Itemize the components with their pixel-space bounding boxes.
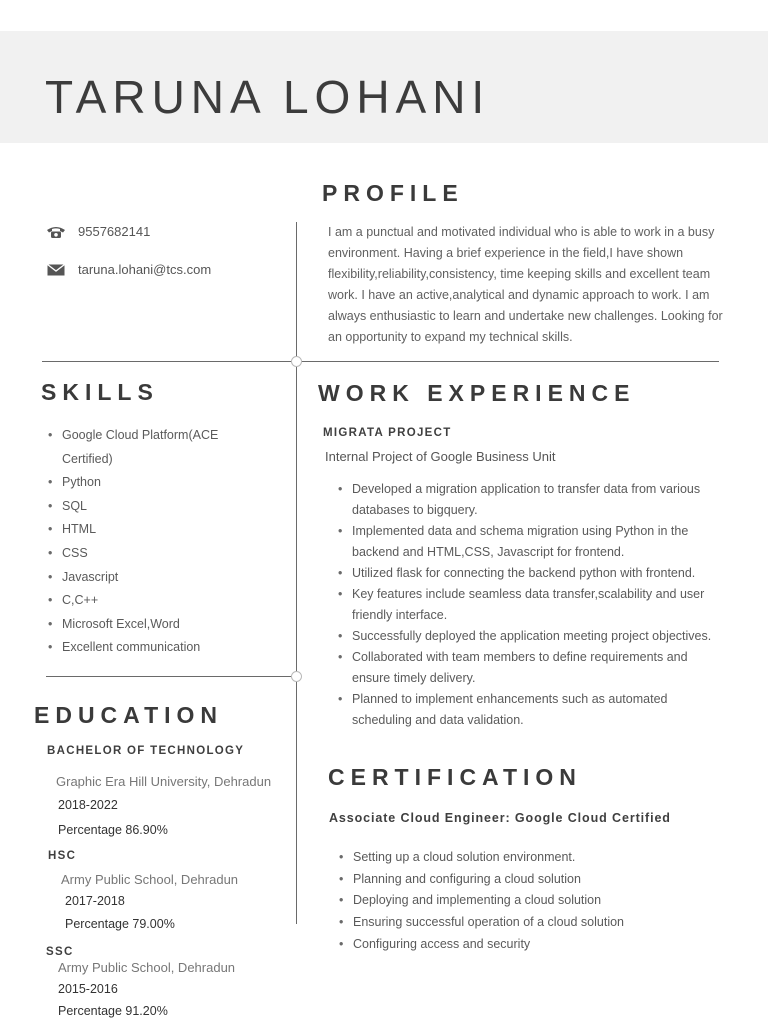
edu-years: 2018-2022 [58, 798, 118, 812]
work-bullet: • Developed a migration application to transfer data from various databases to bigquery. [336, 479, 721, 521]
phone-icon [46, 225, 66, 239]
edu-school: Army Public School, Dehradun [61, 872, 239, 887]
skill-item: • Microsoft Excel,Word [46, 613, 266, 637]
phone-number[interactable]: 9557682141 [78, 224, 151, 239]
edu-degree: HSC [48, 850, 77, 862]
divider-node [291, 356, 302, 367]
certification-bullets [337, 847, 722, 956]
mail-icon [46, 263, 66, 277]
certification-name: Associate Cloud Engineer: Google Cloud Certified [329, 811, 671, 825]
work-experience-title: WORK EXPERIENCE [318, 380, 636, 406]
column-divider [296, 222, 297, 924]
skill-item: • Excellent communication [46, 636, 266, 660]
skill-item: • C,C++ [46, 589, 266, 613]
edu-score: Percentage 91.20% [58, 1004, 168, 1018]
profile-text: I am a punctual and motivated individual who is able to work in a busy environment. Having a brief experience in the field,I have shown flexibility,reliability,consistency, time keeping skills and excellent team work. I have an active,analytical and dynamic approach to work. I am always enthusiastic to learn and undertake new challenges. Looking for an opportunity to expand my technical skills. [328, 225, 723, 344]
skill-item: • SQL [46, 495, 266, 519]
edu-school: Graphic Era Hill University, Dehradun [56, 774, 272, 789]
skill-item: • CSS [46, 542, 266, 566]
certification-bullet: • Configuring access and security [337, 934, 722, 956]
profile-divider [42, 361, 719, 362]
skill-item: • HTML [46, 518, 266, 542]
edu-years: 2017-2018 [65, 894, 125, 908]
edu-years: 2015-2016 [58, 982, 118, 996]
skill-item: • Python [46, 471, 266, 495]
candidate-name: TARUNA LOHANI [45, 71, 491, 123]
work-bullet: • Utilized flask for connecting the backend python with frontend. [336, 563, 721, 584]
work-bullet: • Key features include seamless data transfer,scalability and user friendly interface. [336, 584, 721, 626]
edu-score: Percentage 79.00% [65, 917, 175, 931]
edu-degree: SSC [46, 946, 74, 958]
contact-email [46, 262, 211, 277]
skills-list [46, 424, 266, 660]
edu-school: Army Public School, Dehradun [58, 960, 236, 975]
work-bullet: • Planned to implement enhancements such as automated scheduling and data validation. [336, 689, 721, 731]
job-title: MIGRATA PROJECT [323, 427, 452, 439]
work-bullet: • Collaborated with team members to define requirements and ensure timely delivery. [336, 647, 721, 689]
certification-bullet: • Planning and configuring a cloud solution [337, 869, 722, 891]
certification-bullet: • Deploying and implementing a cloud solution [337, 890, 722, 912]
job-subtitle: Internal Project of Google Business Unit [325, 449, 556, 464]
contact-phone [46, 224, 150, 239]
certification-bullet: • Ensuring successful operation of a cloud solution [337, 912, 722, 934]
certification-title: CERTIFICATION [328, 764, 582, 790]
edu-degree: BACHELOR OF TECHNOLOGY [47, 745, 245, 757]
skill-item: • Javascript [46, 566, 266, 590]
skills-divider [46, 676, 296, 677]
skill-item: • Google Cloud Platform(ACE Certified) [46, 424, 266, 471]
work-bullet: • Implemented data and schema migration using Python in the backend and HTML,CSS, Javascript for frontend. [336, 521, 721, 563]
skills-title: SKILLS [41, 379, 159, 405]
edu-score: Percentage 86.90% [58, 823, 168, 837]
certification-bullet: • Setting up a cloud solution environment. [337, 847, 722, 869]
email-address[interactable]: taruna.lohani@tcs.com [78, 262, 212, 277]
profile-title: PROFILE [322, 180, 464, 206]
divider-node [291, 671, 302, 682]
work-bullet: • Successfully deployed the application meeting project objectives. [336, 626, 721, 647]
education-title: EDUCATION [34, 702, 224, 728]
work-bullets [336, 479, 721, 731]
